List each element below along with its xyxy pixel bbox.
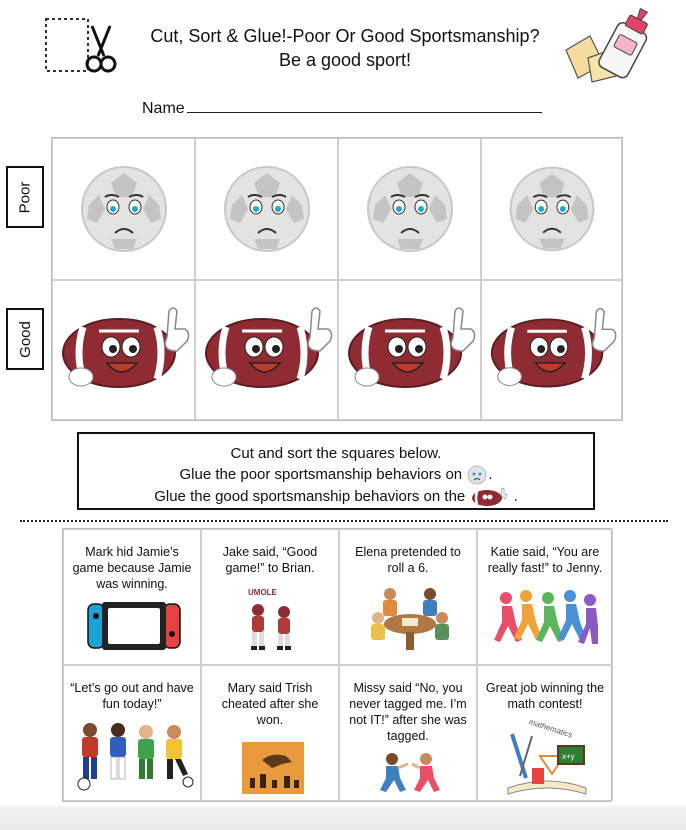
- behavior-card[interactable]: [477, 665, 613, 801]
- sad-soccer-ball-icon: [482, 139, 623, 281]
- happy-football-icon: [339, 281, 482, 421]
- behavior-card[interactable]: [477, 529, 613, 665]
- worksheet-title: [130, 24, 560, 72]
- kids-tag-icon: [374, 752, 446, 796]
- card-text: Katie said, “You are really fast!” to Jenny.: [487, 545, 603, 575]
- happy-football-icon: [482, 281, 623, 421]
- name-field[interactable]: [142, 98, 542, 118]
- instruction-line-1: Cut and sort the squares below.: [230, 445, 442, 462]
- sad-soccer-ball-icon: [196, 139, 339, 281]
- behavior-card[interactable]: [201, 529, 339, 665]
- name-label: Name: [142, 100, 185, 117]
- sad-soccer-ball-icon: [339, 139, 482, 281]
- good-row-label: [6, 308, 44, 370]
- card-text: “Let’s go out and have fun today!”: [70, 681, 194, 711]
- card-text: Mark hid Jamie’s game because Jamie was winning.: [72, 545, 192, 591]
- football-players-icon: [242, 600, 302, 656]
- runners-icon: [492, 588, 600, 654]
- title-line-1: Cut, Sort & Glue!-Poor Or Good Sportsmanship?: [150, 26, 540, 46]
- good-drop-cell[interactable]: [481, 280, 622, 420]
- sort-grid: [51, 137, 623, 421]
- sad-soccer-ball-icon: [53, 139, 196, 281]
- sad-soccer-ball-icon: [466, 464, 488, 486]
- soccer-kids-icon: [76, 720, 194, 792]
- poor-row-label: [6, 166, 44, 228]
- good-label-text: Good: [16, 320, 34, 358]
- good-drop-cell[interactable]: [338, 280, 481, 420]
- behavior-card[interactable]: [63, 529, 201, 665]
- instruction-line-3: Glue the good sportsmanship behaviors on the .: [79, 486, 593, 508]
- good-drop-cell[interactable]: [52, 280, 195, 420]
- board-game-table-icon: [368, 584, 452, 652]
- behavior-cards-grid: [62, 528, 612, 802]
- happy-football-icon: [196, 281, 339, 421]
- behavior-card[interactable]: [339, 665, 477, 801]
- svg-text:x+y: x+y: [562, 752, 575, 761]
- good-drop-cell[interactable]: [195, 280, 338, 420]
- behavior-card[interactable]: [63, 665, 201, 801]
- card-text: Elena pretended to roll a 6.: [355, 545, 461, 575]
- card-text: Great job winning the math contest!: [485, 681, 605, 711]
- card-caption: mathematics: [527, 717, 574, 740]
- name-underline: [187, 98, 542, 113]
- behavior-card[interactable]: [201, 665, 339, 801]
- card-text: Jake said, “Good game!” to Brian.: [222, 545, 318, 575]
- poor-drop-cell[interactable]: [52, 138, 195, 280]
- poor-label-text: Poor: [16, 181, 34, 213]
- glue-bottle-icon: [560, 6, 660, 86]
- behavior-card[interactable]: [339, 529, 477, 665]
- instructions-box: [77, 432, 595, 510]
- cut-line: [20, 520, 668, 522]
- poor-drop-cell[interactable]: [195, 138, 338, 280]
- page-bottom-edge: [0, 806, 686, 830]
- happy-football-icon: [469, 486, 509, 508]
- card-caption: UMOLE: [248, 588, 277, 597]
- card-text: Mary said Trish cheated after she won.: [221, 681, 319, 727]
- poor-drop-cell[interactable]: [338, 138, 481, 280]
- card-text: Missy said “No, you never tagged me. I’m not IT!” after she was tagged.: [349, 681, 467, 743]
- poor-drop-cell[interactable]: [481, 138, 622, 280]
- happy-football-icon: [53, 281, 196, 421]
- scissors-icon: [44, 16, 120, 78]
- chess-hand-icon: [242, 742, 304, 794]
- math-tools-icon: [502, 728, 592, 798]
- title-line-2: Be a good sport!: [278, 50, 412, 70]
- instruction-line-2: Glue the poor sportsmanship behaviors on .: [79, 464, 593, 486]
- game-console-icon: [86, 600, 182, 652]
